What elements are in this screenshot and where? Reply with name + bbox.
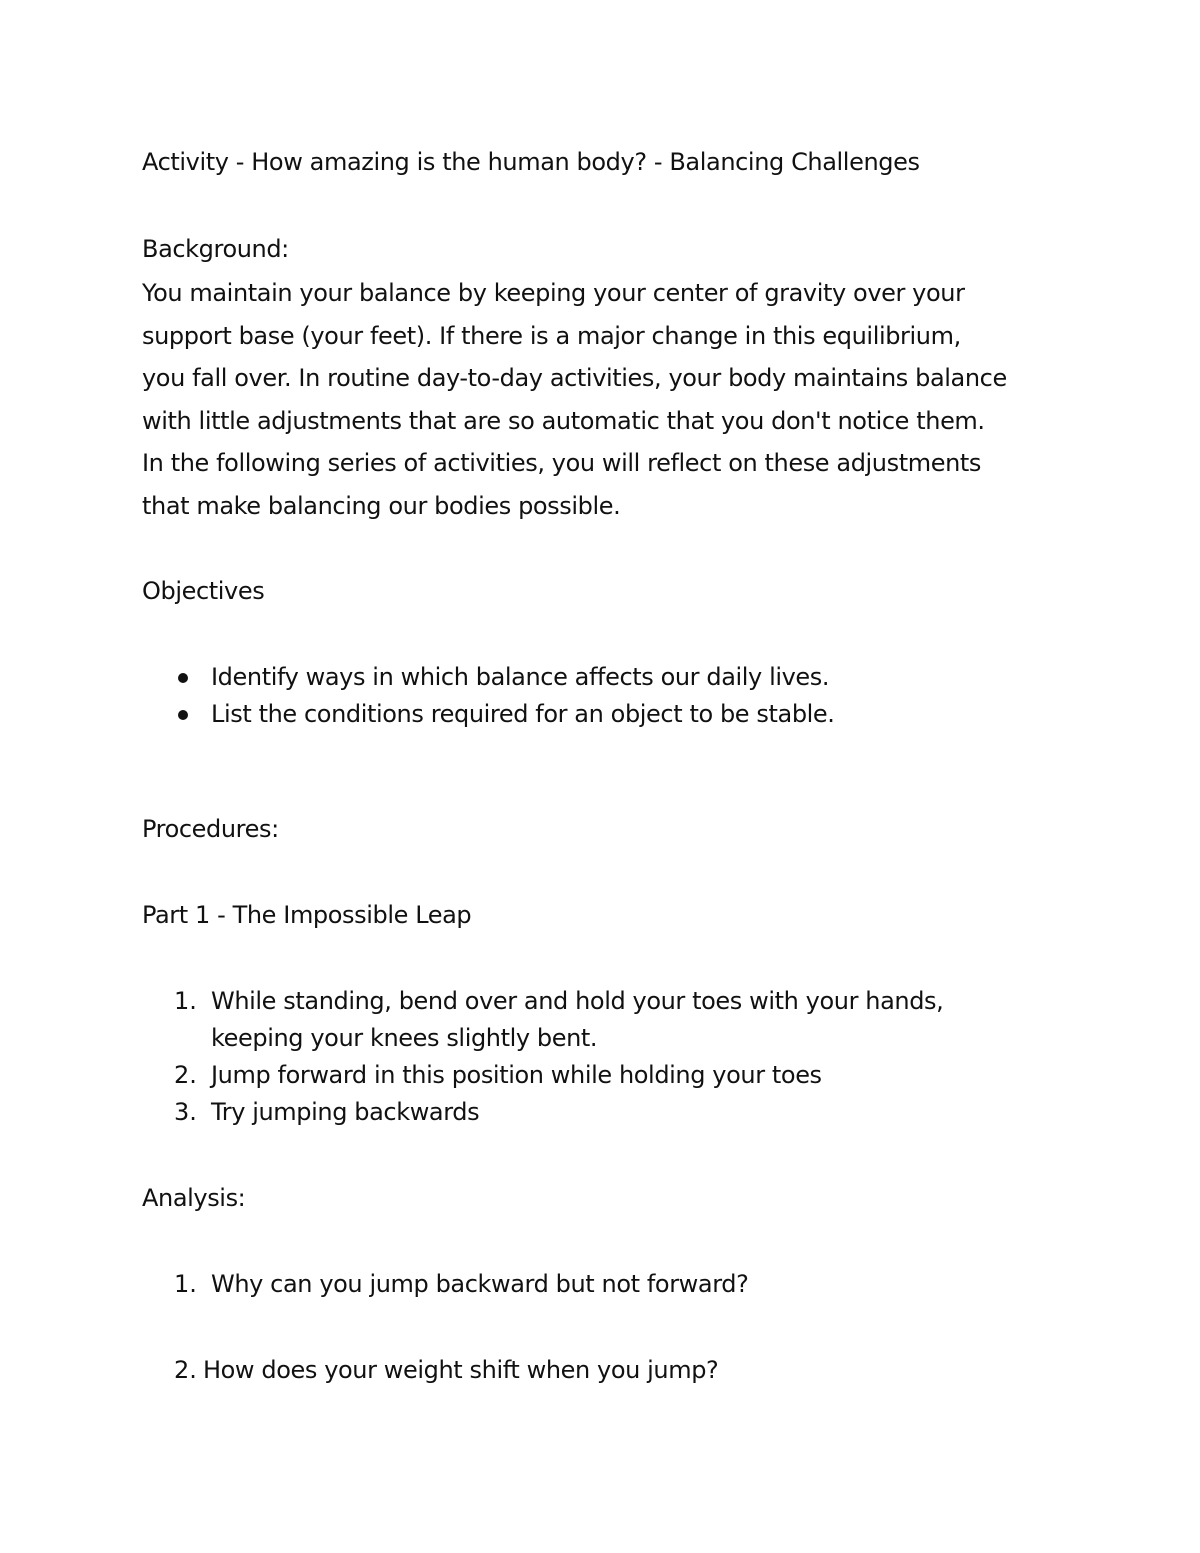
step-number: 3.	[174, 1098, 197, 1126]
objectives-heading: Objectives	[142, 577, 265, 605]
step-number: 1.	[174, 987, 197, 1015]
background-line: In the following series of activities, you will reflect on these adjustments	[142, 449, 982, 477]
background-line: that make balancing our bodies possible.	[142, 491, 621, 520]
background-line: You maintain your balance by keeping your center of gravity over your	[142, 279, 965, 307]
procedures-heading: Procedures:	[142, 815, 279, 843]
background-line: with little adjustments that are so automatic that you don't notice them.	[142, 406, 985, 435]
step-number: 2.	[174, 1061, 197, 1089]
bullet-icon	[178, 673, 188, 683]
background-heading: Background:	[142, 235, 289, 263]
analysis-heading: Analysis:	[142, 1184, 246, 1212]
background-line: you fall over. In routine day-to-day activities, your body maintains balance	[142, 364, 1007, 392]
list-item: Identify ways in which balance affects our daily lives.	[211, 663, 830, 691]
document-title: Activity - How amazing is the human body? - Balancing Challenges	[142, 148, 920, 176]
step-text: Jump forward in this position while holding your toes	[211, 1061, 822, 1089]
question-text: How does your weight shift when you jump?	[203, 1356, 719, 1384]
step-text: keeping your knees slightly bent.	[211, 1024, 598, 1052]
question-number: 2.	[174, 1356, 197, 1384]
question-number: 1.	[174, 1270, 197, 1298]
bullet-icon	[178, 710, 188, 720]
background-paragraph	[142, 272, 1082, 527]
step-text: While standing, bend over and hold your toes with your hands,	[211, 987, 944, 1015]
step-text: Try jumping backwards	[211, 1098, 480, 1126]
list-item: List the conditions required for an object to be stable.	[211, 700, 835, 728]
background-line: support base (your feet). If there is a major change in this equilibrium,	[142, 321, 961, 350]
question-text: Why can you jump backward but not forward?	[211, 1270, 749, 1298]
part-title: Part 1 - The Impossible Leap	[142, 901, 472, 929]
